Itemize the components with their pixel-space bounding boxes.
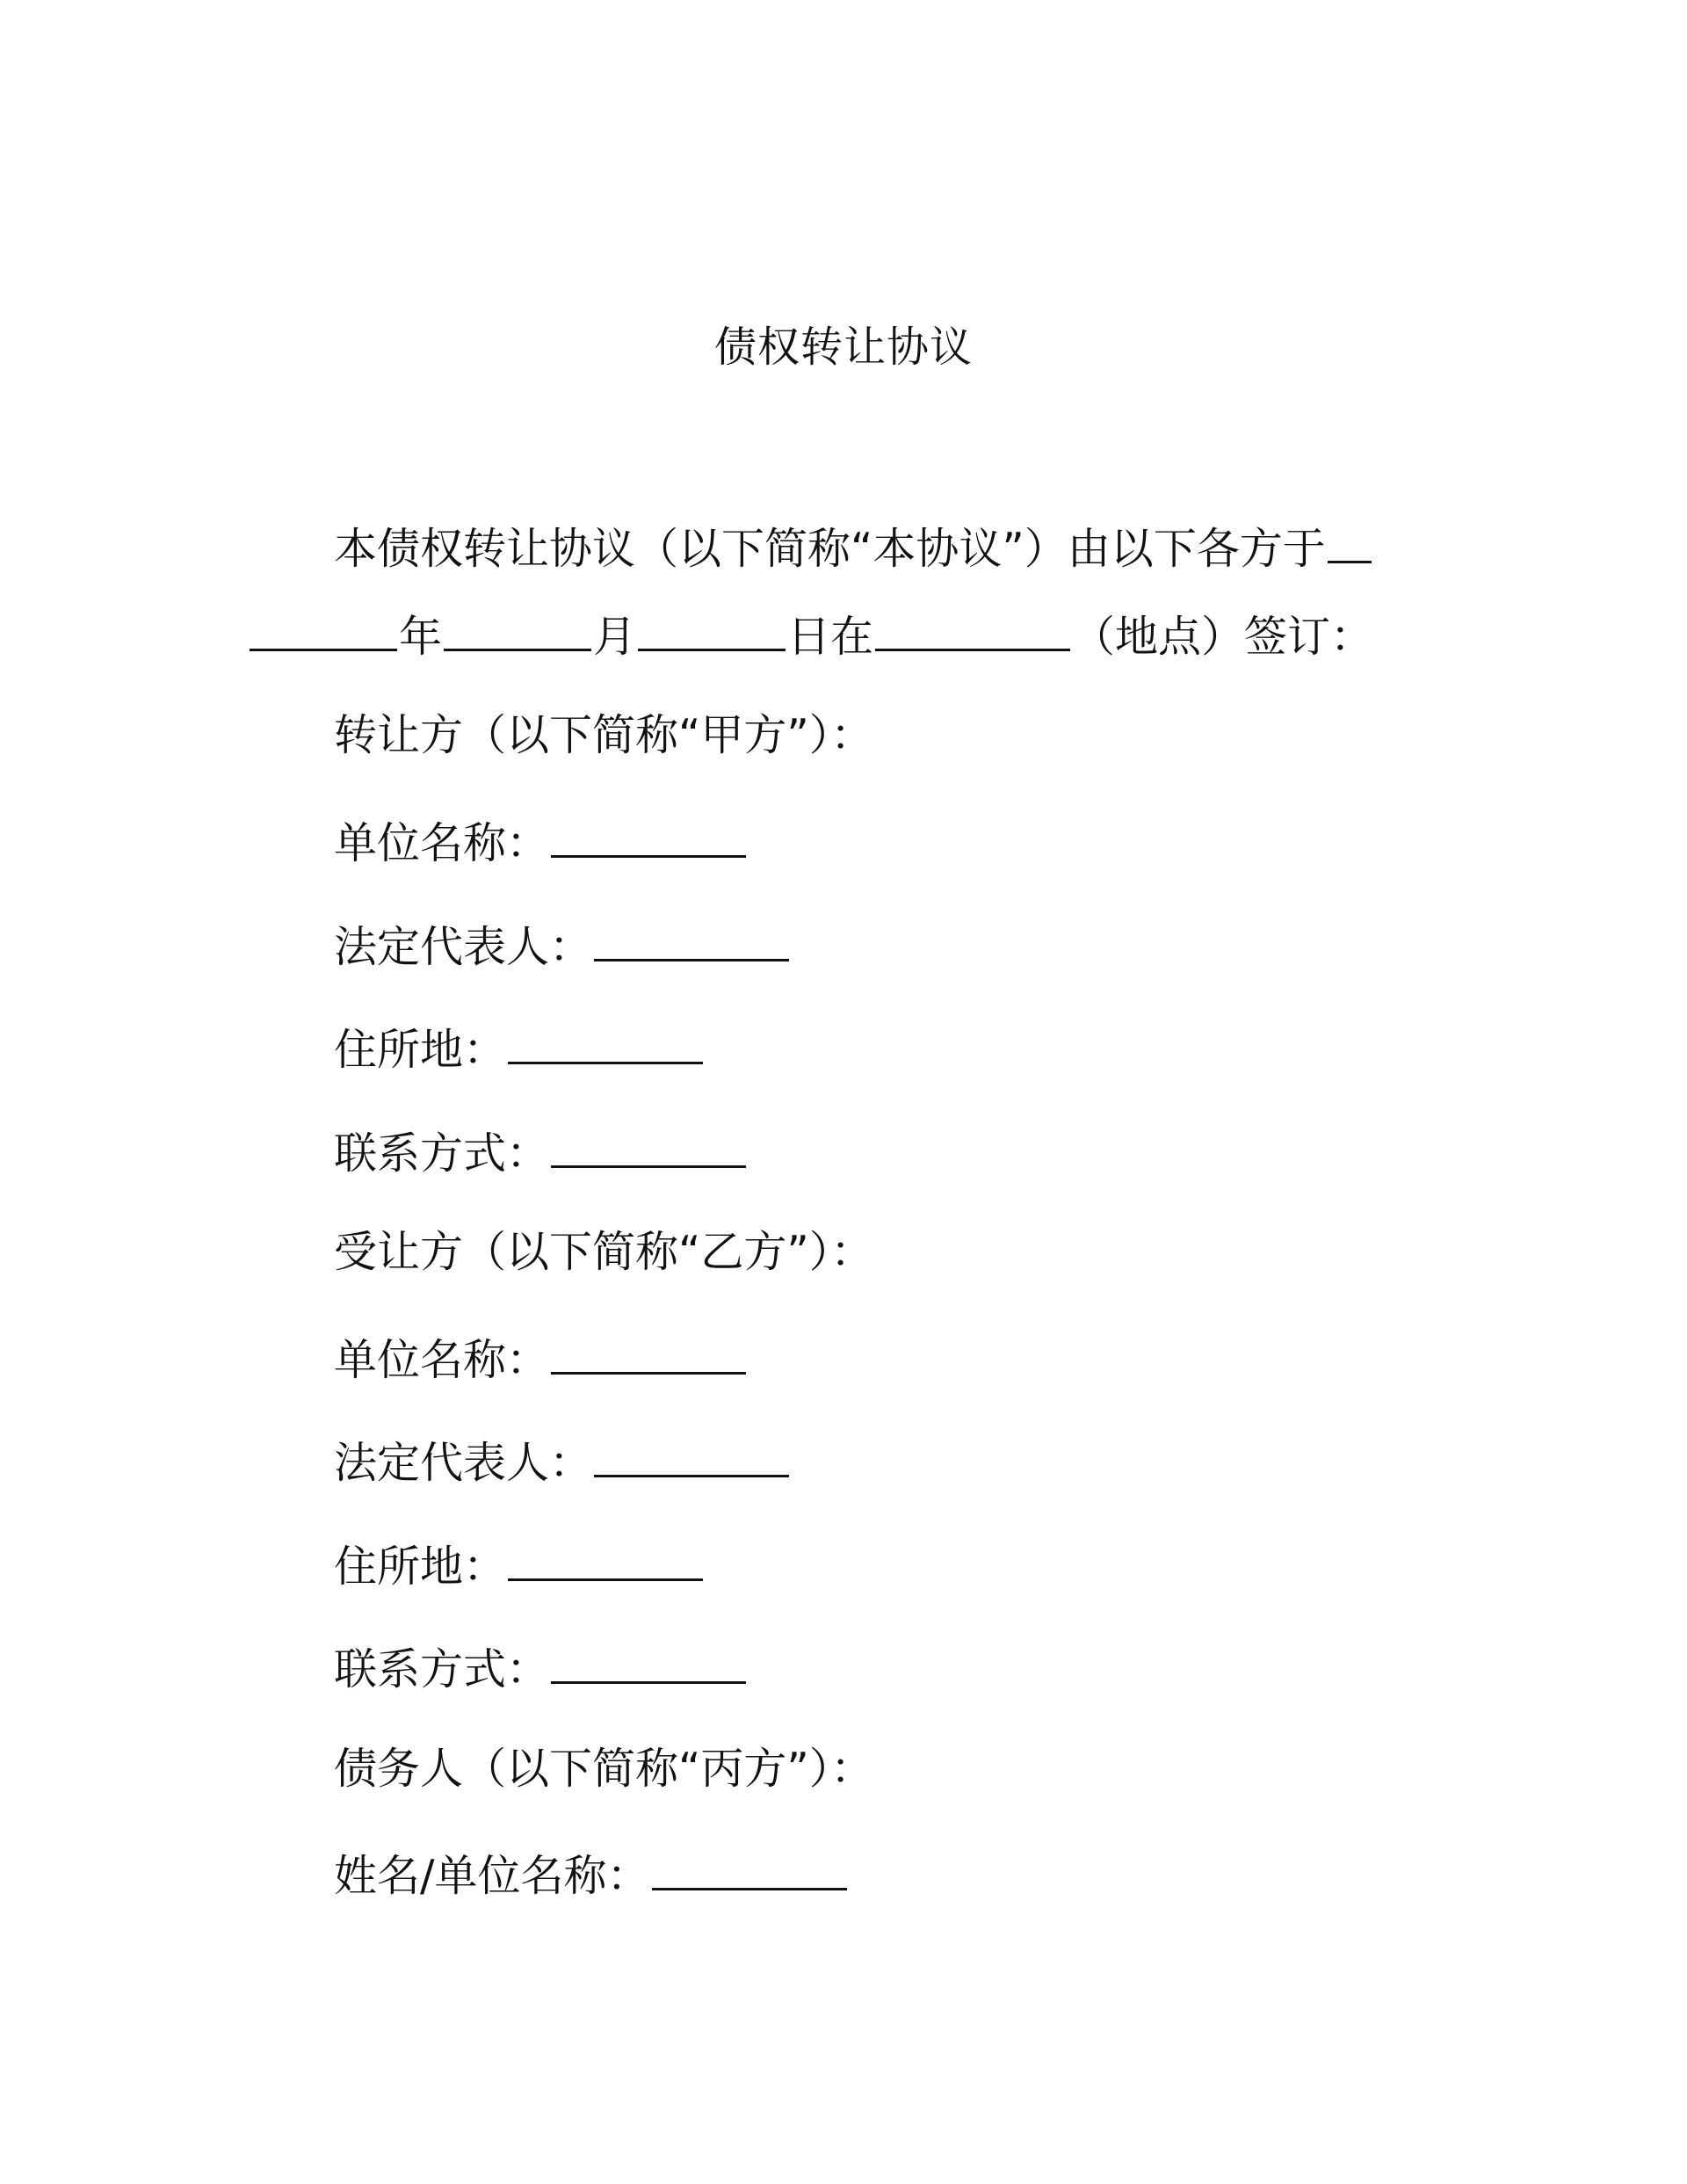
field-blank[interactable] bbox=[551, 1321, 746, 1375]
date-blank-start[interactable] bbox=[1328, 510, 1372, 563]
party-b-heading: 受让方（以下简称“乙方”）： bbox=[334, 1227, 874, 1277]
party-a-field-contact bbox=[334, 1114, 748, 1189]
intro-line-1 bbox=[334, 510, 1373, 584]
field-blank[interactable] bbox=[652, 1837, 847, 1890]
field-label: 住所地： bbox=[334, 1542, 507, 1592]
intro-line-2 bbox=[248, 598, 1373, 672]
field-blank[interactable] bbox=[594, 1424, 789, 1477]
party-c-heading: 债务人（以下简称“丙方”）： bbox=[334, 1744, 874, 1794]
party-a-heading: 转让方（以下简称“甲方”）： bbox=[334, 710, 874, 760]
party-b-field-rep bbox=[334, 1424, 791, 1498]
party-a-field-rep bbox=[334, 908, 791, 983]
party-a-field-name bbox=[334, 804, 748, 879]
field-label: 姓名/单位名称： bbox=[334, 1851, 650, 1901]
party-b-field-contact bbox=[334, 1630, 748, 1705]
party-b-field-address bbox=[334, 1527, 705, 1602]
field-label: 联系方式： bbox=[334, 1128, 550, 1179]
field-blank[interactable] bbox=[508, 1011, 703, 1064]
intro-text: 本债权转让协议（以下简称“本协议”）由以下各方于 bbox=[334, 524, 1326, 574]
field-label: 单位名称： bbox=[334, 818, 550, 868]
place-blank[interactable] bbox=[875, 598, 1070, 651]
month-blank[interactable] bbox=[444, 598, 591, 651]
document-title: 债权转让协议 bbox=[713, 323, 973, 372]
field-label: 法定代表人： bbox=[334, 1438, 593, 1488]
field-blank[interactable] bbox=[594, 908, 789, 961]
party-a-field-address bbox=[334, 1011, 705, 1085]
year-blank[interactable] bbox=[250, 598, 397, 651]
field-blank[interactable] bbox=[551, 804, 746, 858]
year-label: 年 bbox=[399, 612, 443, 662]
field-blank[interactable] bbox=[551, 1114, 746, 1168]
field-blank[interactable] bbox=[508, 1527, 703, 1581]
day-at-label: 日在 bbox=[787, 612, 874, 662]
month-label: 月 bbox=[593, 612, 637, 662]
field-blank[interactable] bbox=[551, 1630, 746, 1684]
party-c-field-name bbox=[334, 1837, 849, 1912]
field-label: 住所地： bbox=[334, 1025, 507, 1075]
field-label: 联系方式： bbox=[334, 1644, 550, 1694]
field-label: 单位名称： bbox=[334, 1335, 550, 1385]
day-blank[interactable] bbox=[638, 598, 786, 651]
party-b-field-name bbox=[334, 1321, 748, 1396]
field-label: 法定代表人： bbox=[334, 922, 593, 972]
place-signed-label: （地点）签订： bbox=[1072, 612, 1374, 662]
